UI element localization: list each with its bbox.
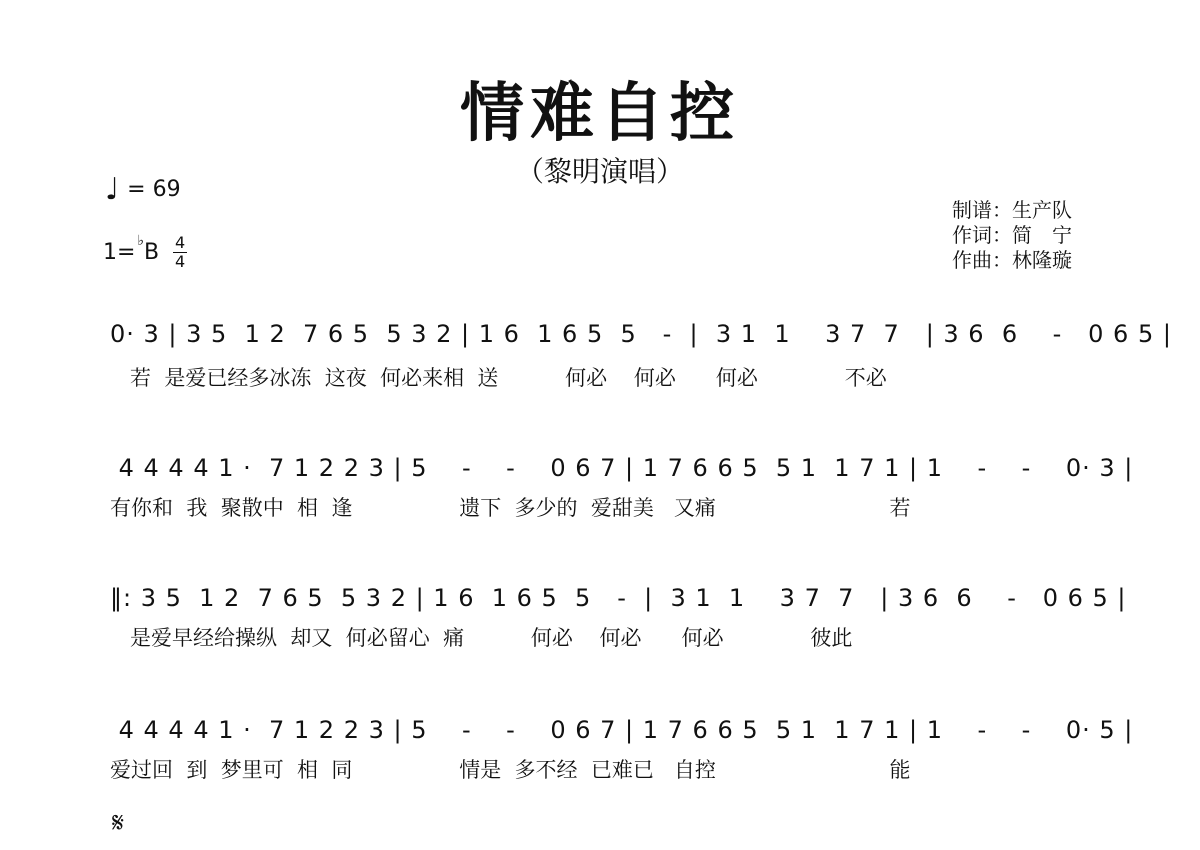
time-signature bbox=[173, 235, 187, 270]
key-prefix: 1= bbox=[103, 240, 136, 265]
key-signature bbox=[103, 232, 187, 271]
lyricist-credit: 作词：简 宁 bbox=[952, 223, 1072, 247]
credits-block bbox=[952, 198, 1072, 273]
arranger-credit: 制谱：生产队 bbox=[952, 198, 1072, 222]
lyrics-row: 爱过回 到 梦里可 相 同 情是 多不经 已难已 自控 能 bbox=[110, 758, 911, 782]
flat-icon: ♭ bbox=[137, 232, 145, 249]
notation-row: 4 4 4 4 1 · 7 1 2 2 3 | 5 - - 0 6 7 | 1 7 6 6 5 5 1 1 7 1 | 1 - - 0· 3 | bbox=[110, 454, 1134, 482]
time-signature-top: 4 bbox=[175, 233, 186, 252]
key-note: B bbox=[144, 240, 160, 265]
song-subtitle: （黎明演唱） bbox=[515, 155, 684, 188]
segno-icon: 𝄋 bbox=[112, 806, 125, 839]
time-signature-bottom: 4 bbox=[175, 252, 186, 271]
tempo-marking bbox=[105, 172, 181, 207]
notation-row: 0· 3 | 3 5 1 2 7 6 5 5 3 2 | 1 6 1 6 5 5 - | 3 1 1 3 7 7 | 3 6 6 - 0 6 5 | bbox=[110, 320, 1172, 348]
lyrics-row: 有你和 我 聚散中 相 逢 遗下 多少的 爱甜美 又痛 若 bbox=[110, 496, 911, 520]
notation-row: ‖: 3 5 1 2 7 6 5 5 3 2 | 1 6 1 6 5 5 - | 3 1 1 3 7 7 | 3 6 6 - 0 6 5 | bbox=[110, 584, 1127, 612]
quarter-note-icon: ♩ bbox=[105, 172, 120, 207]
lyrics-row: 是爱早经给操纵 却又 何必留心 痛 何必 何必 何必 彼此 bbox=[110, 626, 853, 650]
song-title: 情难自控 bbox=[460, 77, 740, 151]
tempo-value: = 69 bbox=[127, 177, 181, 202]
lyrics-row: 若 是爱已经多冰冻 这夜 何必来相 送 何必 何必 何必 不必 bbox=[110, 366, 887, 390]
notation-row: 4 4 4 4 1 · 7 1 2 2 3 | 5 - - 0 6 7 | 1 7 6 6 5 5 1 1 7 1 | 1 - - 0· 5 | bbox=[110, 716, 1134, 744]
composer-credit: 作曲：林隆璇 bbox=[952, 248, 1072, 272]
